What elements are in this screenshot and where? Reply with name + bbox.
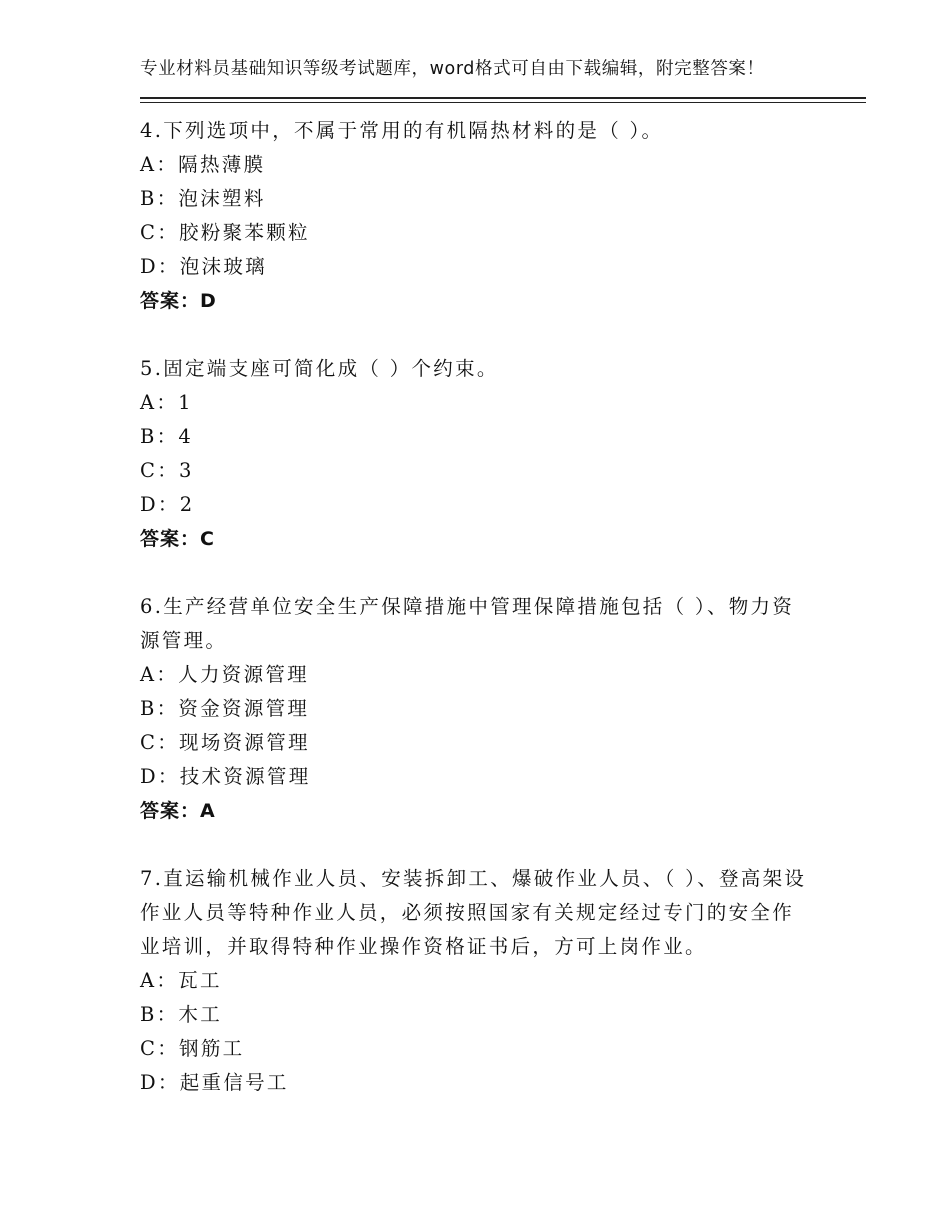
option-c: C：3 bbox=[140, 459, 194, 482]
option-c: C：现场资源管理 bbox=[140, 731, 310, 754]
answer-line: 答案：C bbox=[140, 528, 215, 550]
option-b: B：泡沫塑料 bbox=[140, 187, 266, 210]
question-5 bbox=[140, 352, 830, 556]
answer-line: 答案：A bbox=[140, 800, 216, 822]
question-4 bbox=[140, 114, 830, 318]
option-b: B：4 bbox=[140, 425, 194, 448]
option-c: C：胶粉聚苯颗粒 bbox=[140, 221, 310, 244]
option-a: A：瓦工 bbox=[140, 969, 222, 992]
question-stem: 5.固定端支座可简化成（ ）个约束。 bbox=[140, 357, 499, 380]
question-list bbox=[140, 114, 830, 1134]
question-stem: 7.直运输机械作业人员、安装拆卸工、爆破作业人员、（ ）、登高架设作业人员等特种作业人员，必须按照国家有关规定经过专门的安全作业培训，并取得特种作业操作资格证书后，方可上岗作业。 bbox=[140, 867, 807, 958]
option-d: D：泡沫玻璃 bbox=[140, 255, 267, 278]
option-d: D：起重信号工 bbox=[140, 1071, 289, 1094]
option-d: D：技术资源管理 bbox=[140, 765, 311, 788]
option-b: B：资金资源管理 bbox=[140, 697, 310, 720]
question-stem: 4.下列选项中，不属于常用的有机隔热材料的是（ ）。 bbox=[140, 119, 664, 142]
option-c: C：钢筋工 bbox=[140, 1037, 245, 1060]
option-b: B：木工 bbox=[140, 1003, 223, 1026]
header-rule-thick bbox=[140, 97, 866, 99]
option-a: A：隔热薄膜 bbox=[140, 153, 266, 176]
answer-line: 答案：D bbox=[140, 290, 217, 312]
document-header: 专业材料员基础知识等级考试题库，word格式可自由下载编辑，附完整答案！ bbox=[140, 59, 765, 79]
option-a: A：1 bbox=[140, 391, 193, 414]
header-rule-thin bbox=[140, 102, 866, 103]
question-6 bbox=[140, 590, 830, 828]
option-a: A：人力资源管理 bbox=[140, 663, 309, 686]
question-stem: 6.生产经营单位安全生产保障措施中管理保障措施包括（ ）、物力资源管理。 bbox=[140, 595, 795, 652]
option-d: D：2 bbox=[140, 493, 195, 516]
question-7 bbox=[140, 862, 830, 1100]
